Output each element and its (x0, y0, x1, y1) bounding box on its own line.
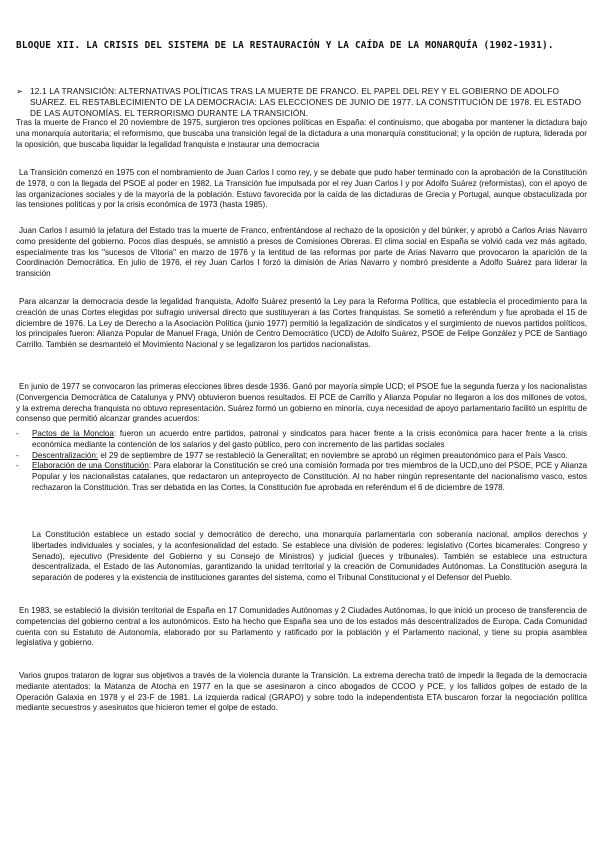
paragraph-elections-1977: En junio de 1977 se convocaron las primeras elecciones libres desde 1936. Ganó por mayoría simple UCD; el PSOE fue la segunda fuerza y los nacionalistas (Convergencia Democrática de Catalunya y PNV) obtuvieron buenos resultados. El PCE de Carrillo y Alianza Popular no llegaron a los dos millones de votos, y la extrema derecha franquista no obtuvo representación. Suárez formó un gobierno en minoría, cuya necesidad de apoyo parlamentario facilitó un espíritu de consenso que permitió alcanzar grandes acuerdos: (16, 382, 587, 424)
list-bullet: - (16, 450, 19, 460)
section-heading-text: 12.1 LA TRANSICIÓN: ALTERNATIVAS POLÍTICAS TRAS LA MUERTE DE FRANCO. EL PAPEL DEL REY Y EL GOBIERNO DE ADOLFO SUÁREZ. EL RESTABLECIMIENTO DE LA DEMOCRACIA: LAS ELECCIONES DE JUNIO DE 1977. LA CONSTITUCIÓN DE 1978. EL ESTADO DE LAS AUTONOMÍAS. EL TERRORISMO DURANTE LA TRANSICIÓN. (30, 86, 582, 118)
paragraph-juan-carlos: Juan Carlos I asumió la jefatura del Estado tras la muerte de Franco, enfrentándose al rechazo de la oposición y del búnker, y aprobó a Carlos Arias Navarro como presidente del gobierno. Pocos días después, se amnistió a presos de Comisiones Obreras. El clima social en España se volvió cada vez más agitado, especialmente tras los "sucesos de Vitoria" en marzo de 1976 y la lentitud de las reformas por parte de Arias Navarro que provocaron la aparición de la Coordinación Democrática. En julio de 1976, el rey Juan Carlos I forzó la dimisión de Arias Navarro y nombró presidente a Adolfo Suárez para liderar la transición (16, 226, 587, 279)
document-title: BLOQUE XII. LA CRISIS DEL SISTEMA DE LA RESTAURACIÓN Y LA CAÍDA DE LA MONARQUÍA (1902-1931). (16, 40, 554, 51)
list-item (16, 451, 587, 462)
arrow-bullet-icon: ➢ (16, 86, 23, 96)
document-page (16, 0, 587, 848)
list-bullet: - (16, 429, 19, 438)
agreement-text: : fueron un acuerdo entre partidos, patronal y sindicatos para hacer frente a la crisis económica para hacer frente a la crisis económica mediante la contención de los salarios y del gasto público, pero con incremento de las partidas sociales (32, 429, 587, 449)
constitution-detail: La Constitución establece un estado social y democrático de derecho, una monarquía parlamentaria con soberanía nacional, amplios derechos y libertades individuales y sociales, y la aconfesionalidad del estado. Se establece una división de poderes: legislativo (Cortes bicamerales: Congreso y Senado), ejecutivo (Presidente del Gobierno y su Consejo de Ministros) y judicial (jueces y tribunales). También se establece una estructura descentralizada, el Estado de las Autonomías, garantizando la unidad territorial y la creación de Comunidades Autónomas. La Constitución asegura la separación de poderes y la existencia de instituciones garantes del sistema, como el Tribunal Constitucional y el Defensor del Pueblo. (32, 530, 587, 583)
list-bullet: - (16, 461, 19, 471)
paragraph-transition-start: La Transición comenzó en 1975 con el nombramiento de Juan Carlos I como rey, y se debate que pudo haber terminado con la aprobación de la Constitución de 1978, o con la llegada del PSOE al poder en 1982. La Transición fue impulsada por el rey Juan Carlos I y por Adolfo Suárez (reformistas), con el apoyo de las organizaciones sociales y de la mayoría de la población. Estuvo favorecida por la caída de las dictaduras de Grecia y Portugal, aunque obstaculizada por las tensiones políticas y por la crisis económica de 1973 (hasta 1985). (16, 168, 587, 210)
paragraph-terrorism: Varios grupos trataron de lograr sus objetivos a través de la violencia durante la Transición. La extrema derecha trató de impedir la llegada de la democracia mediante atentados: la Matanza de Atocha en 1977 en la que se asesinaron a cinco abogados de CCOO y PCE, y los fallidos golpes de estado de la Operación Galaxia en 1978 y el 23-F de 1981. La izquierda radical (GRAPO) y sobre todo la independentista ETA buscaron forzar la negociación política mediante secuestros y asesinatos que hicieron temer el golpe de estado. (16, 671, 587, 713)
section-heading (16, 86, 587, 118)
list-item (16, 429, 587, 451)
paragraph-options: Tras la muerte de Franco el 20 noviembre de 1975, surgieron tres opciones políticas en España: el continuismo, que abogaba por mantener la dictadura bajo una monarquía autoritaria; el reformismo, que buscaba una transición legal de la dictadura a una monarquía constitucional; y la opción de ruptura, liderada por la oposición, que buscaba liquidar la legalidad franquista e instaurar una democracia (16, 118, 587, 149)
agreement-term: Elaboración de una Constitución (32, 461, 149, 471)
paragraph-political-reform: Para alcanzar la democracia desde la legalidad franquista, Adolfo Suárez presentó la Ley para la Reforma Política, que establecía el procedimiento para la creación de unas Cortes elegidas por sufragio universal directo que sustituyeran a las Cortes franquistas. Se sometió a referéndum y fue aprobada el 15 de diciembre de 1976. La Ley de Derecho a la Asociación Política (junio 1977) permitió la legalización de sindicatos y el surgimiento de nuevos partidos políticos, los principales fueron: Alianza Popular de Manuel Fraga, Unión de Centro Democrático (UCD) de Adolfo Suárez, PSOE de Felipe González y PCE de Santiago Carrillo. También se desmanteló el Movimiento Nacional y se legalizaron los partidos nacionalistas. (16, 297, 587, 350)
agreement-term: Descentralización: (32, 450, 99, 460)
agreement-term: Pactos de la Moncloa (32, 429, 114, 438)
paragraph-autonomies: En 1983, se estableció la división territorial de España en 17 Comunidades Autónomas y 2 Ciudades Autónomas, lo que inició un proceso de transferencia de competencias del gobierno central a los autonómicos. Esto ha hecho que España sea uno de los estados más descentralizados de Europa. Cada Comunidad cuenta con su Estatuto de Autonomía, elaborado por su Parlamento y ratificado por la población y el Parlamento nacional, y tiene su propia asamblea legislativa y gobierno. (16, 606, 587, 648)
list-item (16, 461, 587, 493)
agreement-text: el 29 de septiembre de 1977 se restableció la Generalitat; en noviembre se aprobó un régimen preautonómico para el País Vasco. (98, 450, 568, 460)
agreements-list (16, 429, 587, 494)
agreement-text: : Para elaborar la Constitución se creó una comisión formada por tres miembros de la UCD,uno del PSOE, PCE y Alianza Popular y los nacionalistas catalanes, que redactaron un anteproyecto de Constitución. Al no haber ningún representante del nacionalismo vasco, estos rechazaron la Constitución. Tras ser debatida en las Cortes, la Constitución fue aprobada en referéndum el 6 de diciembre de 1978. (32, 461, 587, 492)
